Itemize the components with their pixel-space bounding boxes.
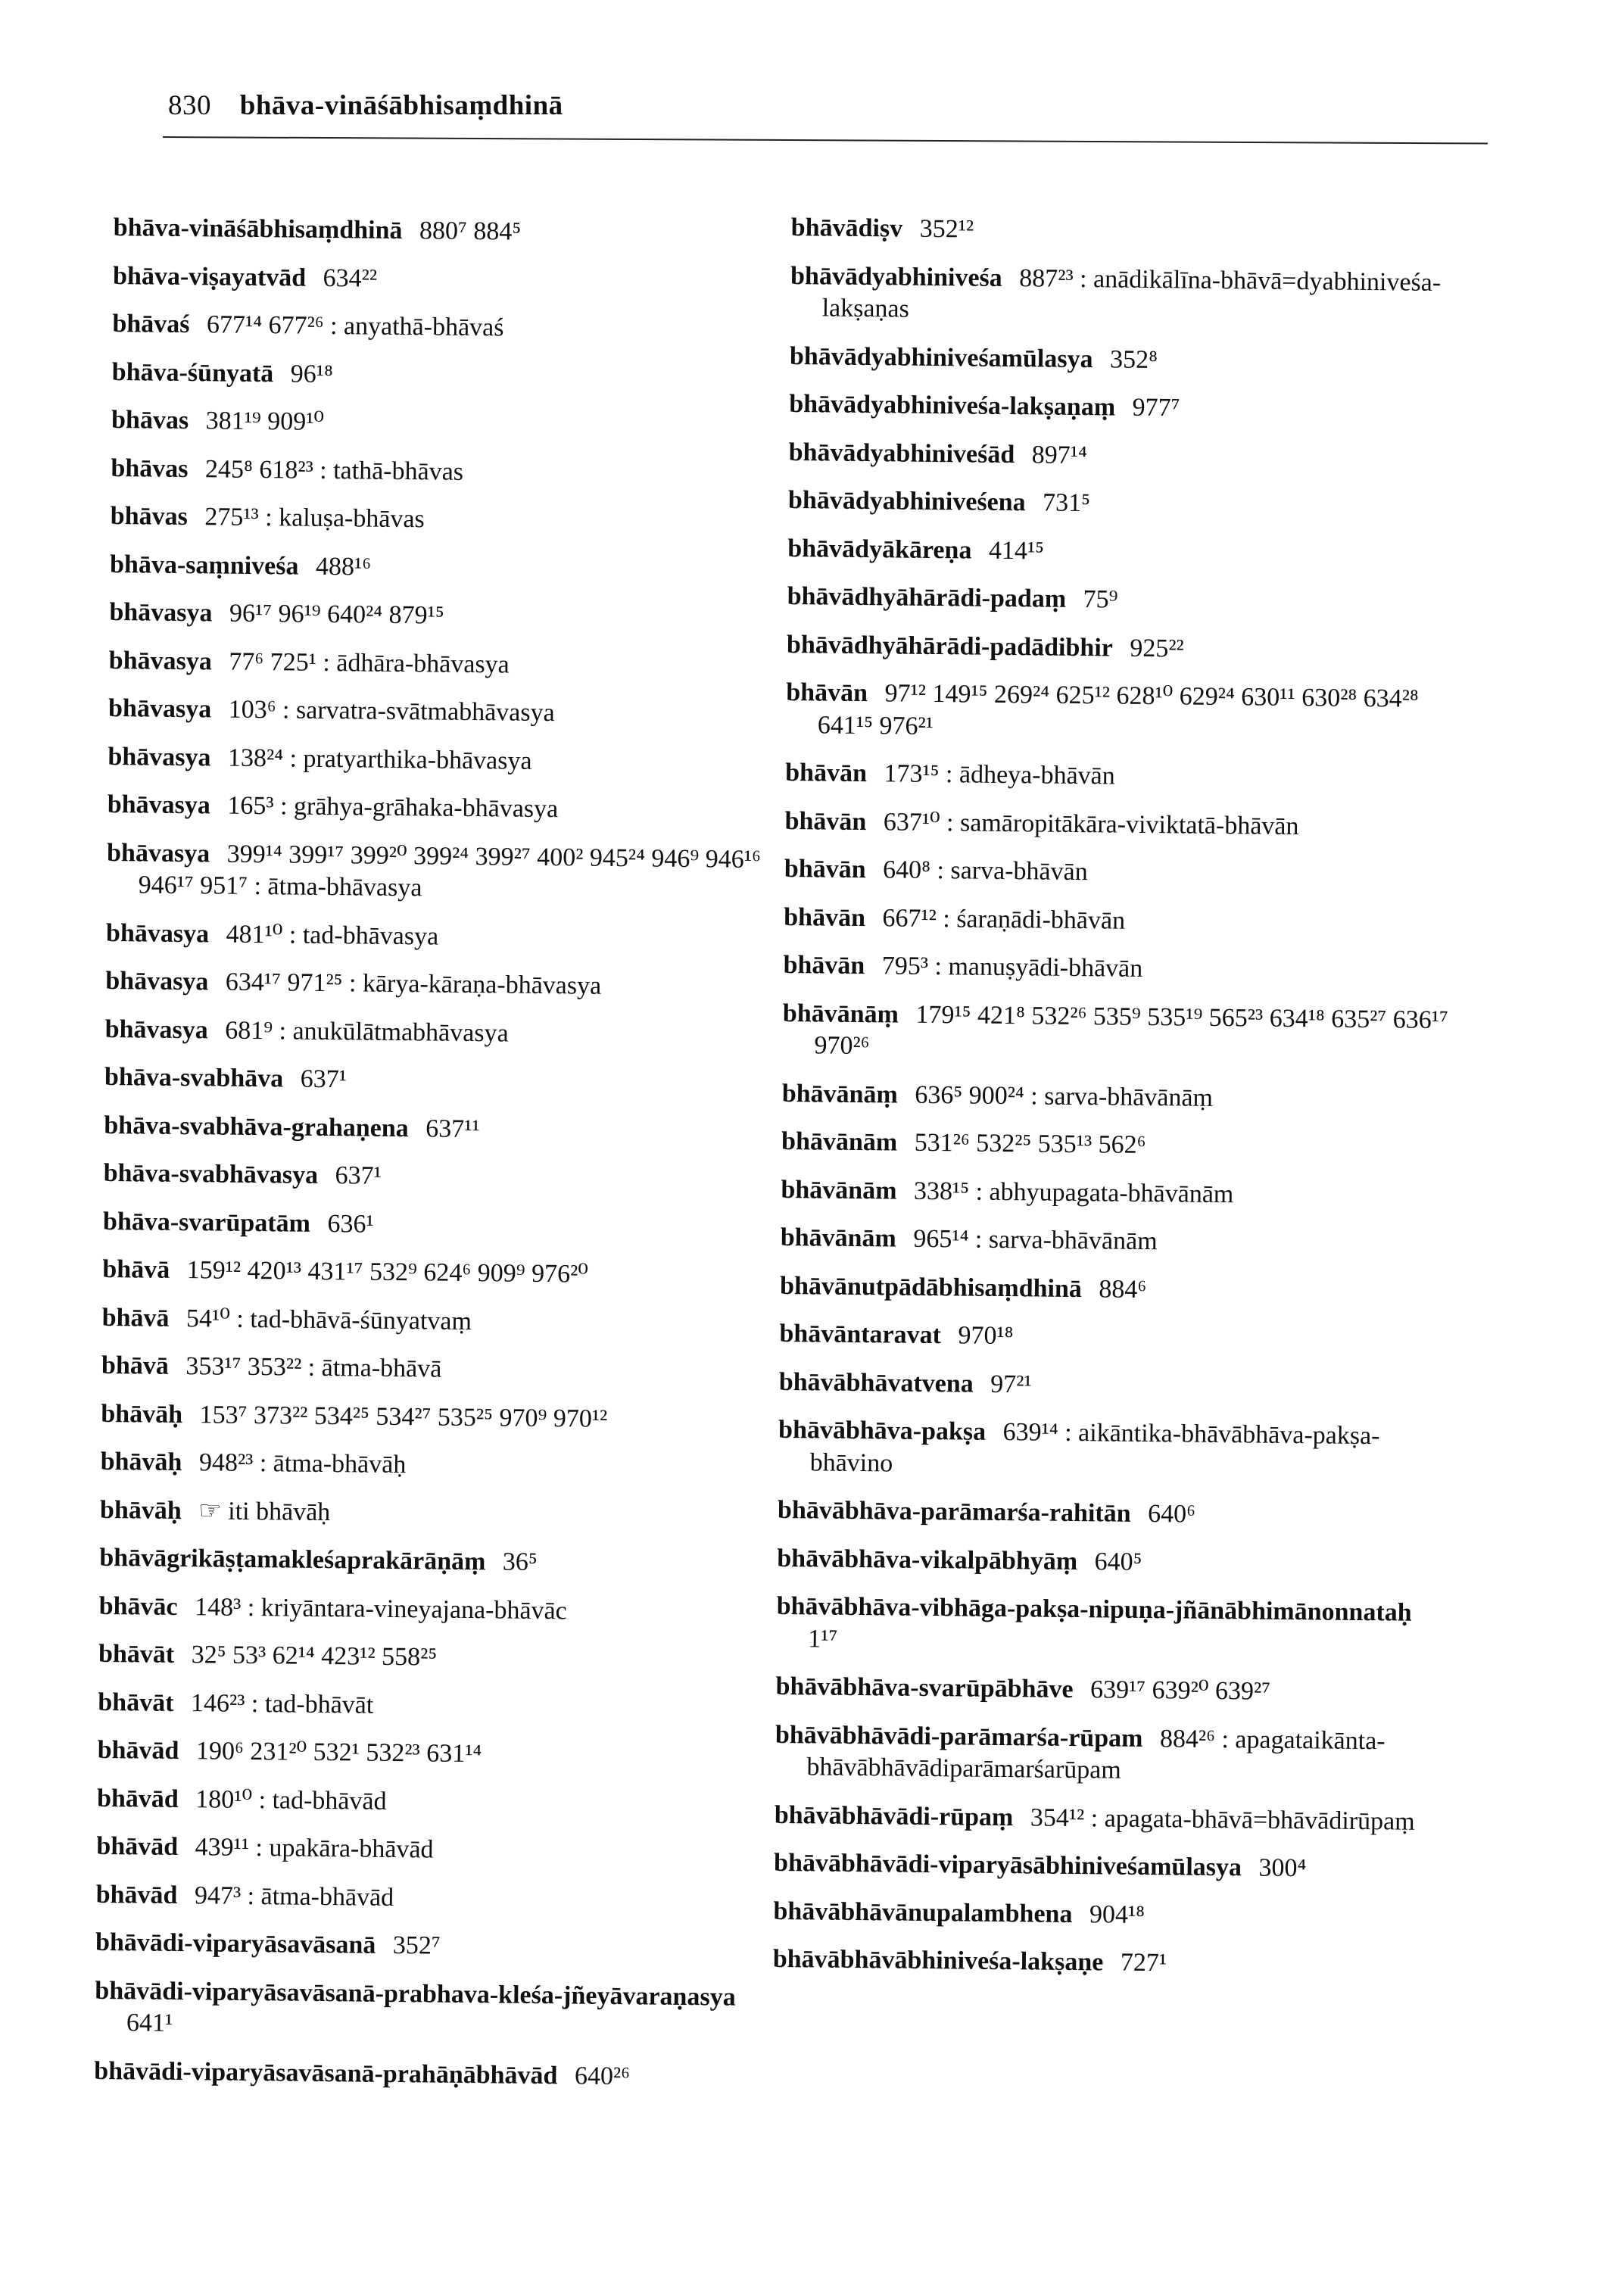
index-headword: bhāvāntaravat <box>779 1319 942 1350</box>
index-references: 897¹⁴ <box>1031 440 1087 469</box>
index-entry <box>97 1735 778 1774</box>
index-headword: bhāvābhāvādi-parāmarśa-rūpam <box>775 1720 1143 1753</box>
index-cross-reference: : manuṣyādi-bhāvān <box>934 952 1143 983</box>
index-headword: bhāvādyabhiniveśamūlasya <box>789 341 1093 373</box>
index-references: 148³ <box>194 1592 242 1622</box>
index-cross-reference: : kaluṣa-bhāvas <box>265 503 425 534</box>
index-entry <box>108 693 790 732</box>
index-headword: bhāvābhāvābhiniveśa-lakṣaṇe <box>772 1944 1104 1977</box>
index-headword: bhāvād <box>95 1880 178 1909</box>
index-entry <box>790 340 1471 379</box>
index-entry <box>105 965 787 1005</box>
index-entry <box>111 404 793 444</box>
index-references: 667¹² <box>882 903 937 933</box>
index-references: 681⁹ <box>225 1016 273 1045</box>
header-rule <box>163 136 1488 145</box>
index-references: 179¹⁵ 421⁸ 532²⁶ 535⁹ 535¹⁹ 565²³ 634¹⁸ 635²⁷ 636¹⁷ 970²⁶ <box>814 1000 1449 1061</box>
index-headword: bhāvasya <box>108 742 211 771</box>
index-references: 637¹ <box>300 1064 348 1094</box>
index-references: 165³ <box>227 791 274 821</box>
index-headword: bhāvasya <box>106 838 210 868</box>
index-references: 731⁵ <box>1042 488 1091 518</box>
index-headword: bhāvāt <box>98 1688 174 1717</box>
index-cross-reference: : kārya-kāraṇa-bhāvasya <box>348 969 602 1000</box>
index-headword: bhāvādyabhiniveśa-lakṣaṇaṃ <box>789 389 1116 422</box>
index-headword: bhāva-viṣayatvād <box>112 261 307 292</box>
index-headword: bhāvasya <box>105 918 210 948</box>
index-references: 948²³ <box>198 1448 254 1478</box>
index-entry <box>791 212 1473 251</box>
index-references: 399¹⁴ 399¹⁷ 399²⁰ 399²⁴ 399²⁷ 400² 945²⁴ 946⁹ 946¹⁶ 946¹⁷ 951⁷ <box>138 840 762 900</box>
index-entry <box>106 837 788 908</box>
index-entry <box>112 308 793 348</box>
index-entry <box>99 1542 781 1582</box>
index-headword: bhāvābhāva-svarūpābhāve <box>775 1672 1074 1704</box>
index-entry <box>786 677 1468 748</box>
index-headword: bhāvābhāva-parāmarśa-rahitān <box>777 1495 1131 1528</box>
index-references: 640⁸ <box>882 856 931 884</box>
index-entry <box>100 1494 781 1533</box>
index-references: 887²³ <box>1019 263 1074 293</box>
index-headword: bhāvasya <box>107 790 211 820</box>
index-headword: bhāvā <box>102 1255 170 1284</box>
index-headword: bhāvādyākāreṇa <box>787 534 972 565</box>
index-cross-reference: : apagataikānta-bhāvābhāvādiparāmarśarūpam <box>806 1725 1386 1784</box>
index-column-left <box>94 212 795 2110</box>
index-entry <box>778 1414 1460 1485</box>
index-references: 138²⁴ <box>227 743 284 772</box>
index-cross-reference: : tathā-bhāvas <box>320 456 464 486</box>
index-references: 354¹² <box>1030 1803 1085 1832</box>
index-cross-reference: : apagata-bhāvā=bhāvādirūpaṃ <box>1090 1803 1415 1836</box>
index-references: 180¹⁰ <box>195 1784 253 1814</box>
index-cross-reference: : aikāntika-bhāvābhāva-pakṣa-bhāvino <box>809 1418 1380 1477</box>
index-references: 636¹ <box>327 1209 374 1239</box>
index-entry <box>110 548 791 588</box>
index-cross-reference: : anyathā-bhāvaś <box>329 312 504 342</box>
index-cross-reference: : upakāra-bhāvād <box>255 1834 434 1864</box>
index-headword: bhāvād <box>97 1735 179 1766</box>
index-entry <box>777 1542 1458 1582</box>
index-headword: bhāvābhāvādi-rūpaṃ <box>774 1800 1014 1831</box>
index-cross-reference: : samāropitākāra-viviktatā-bhāvān <box>946 808 1299 840</box>
index-references: 640⁵ <box>1094 1547 1142 1576</box>
index-headword: bhāvāc <box>98 1591 178 1621</box>
index-cross-reference: : kriyāntara-vineyajana-bhāvāc <box>247 1593 567 1625</box>
index-headword: bhāvānāṃ <box>781 1079 899 1109</box>
index-references: 639¹⁴ <box>1002 1418 1058 1447</box>
index-entry <box>108 740 789 780</box>
index-references: 97²¹ <box>990 1370 1032 1398</box>
index-entry <box>104 1109 785 1149</box>
index-entry <box>782 1077 1463 1117</box>
index-cross-reference: : ādheya-bhāvān <box>945 760 1115 790</box>
index-entry <box>775 1671 1457 1710</box>
index-references: 481¹⁰ <box>226 920 283 949</box>
index-headword: bhāvābhāvatvena <box>778 1367 974 1398</box>
index-headword: bhāva-vināśābhisaṃdhinā <box>113 213 403 245</box>
index-entry <box>103 1205 784 1245</box>
index-cross-reference: : tad-bhāvā-śūnyatvaṃ <box>236 1304 472 1336</box>
index-references: 381¹⁹ 909¹⁰ <box>205 407 325 436</box>
index-cross-reference: : ātma-bhāvāḥ <box>259 1449 407 1479</box>
index-references: 96¹⁸ <box>290 359 334 388</box>
index-references: 637¹⁰ <box>883 807 940 837</box>
index-headword: bhāvānām <box>780 1223 897 1253</box>
index-references: 352⁸ <box>1109 344 1158 374</box>
index-references: 75⁹ <box>1083 585 1118 614</box>
index-headword: bhāvāḥ <box>101 1399 183 1429</box>
index-entry <box>781 1173 1462 1213</box>
index-headword: bhāvas <box>111 405 189 435</box>
index-entry <box>96 1878 778 1918</box>
index-entry <box>103 1158 784 1197</box>
index-entry <box>111 500 792 540</box>
index-entry <box>776 1591 1458 1662</box>
index-entry <box>789 388 1470 428</box>
index-entry <box>778 1495 1459 1534</box>
index-references: 904¹⁸ <box>1089 1900 1146 1929</box>
index-references: 727¹ <box>1120 1948 1167 1978</box>
index-headword: bhāvā <box>101 1303 170 1332</box>
index-cross-reference: : sarva-bhāvānām <box>974 1225 1158 1256</box>
index-headword: bhāvas <box>111 454 189 483</box>
index-headword: bhāvasya <box>104 1015 208 1044</box>
index-entry <box>98 1686 779 1725</box>
index-references: 637¹ <box>335 1161 382 1190</box>
index-references: 439¹¹ <box>195 1833 250 1862</box>
index-headword: bhāvān <box>786 678 868 708</box>
index-entry <box>97 1782 778 1822</box>
index-entry <box>785 757 1467 796</box>
index-entry <box>783 949 1464 989</box>
index-headword: bhāva-svabhāva-grahaṇena <box>104 1111 409 1142</box>
index-headword: bhāva-svarūpatām <box>102 1207 311 1238</box>
index-references: 795³ <box>881 952 929 980</box>
index-headword: bhāvābhāvānupalambhena <box>773 1897 1073 1928</box>
index-headword: bhāvānutpādābhisaṃdhinā <box>779 1271 1083 1303</box>
index-headword: bhāvābhāva-pakṣa <box>778 1415 987 1446</box>
index-entry <box>96 1831 778 1870</box>
index-cross-reference: : sarva-bhāvānāṃ <box>1030 1081 1214 1112</box>
index-headword: bhāvādyabhiniveśa <box>790 261 1002 292</box>
index-headword: bhāvādiṣv <box>790 213 903 243</box>
page-header <box>168 89 563 122</box>
index-entry <box>774 1847 1455 1887</box>
index-headword: bhāvān <box>785 758 868 788</box>
index-cross-reference: : śaraṇādi-bhāvān <box>943 904 1126 935</box>
index-entry <box>790 260 1472 331</box>
index-references: 677¹⁴ 677²⁶ <box>206 310 324 340</box>
index-cross-reference: : tad-bhāvād <box>258 1785 387 1816</box>
index-references: 925²² <box>1130 634 1184 662</box>
index-cross-reference: : anādikālīna-bhāvā=dyabhiniveśa-lakṣaṇas <box>821 264 1442 323</box>
index-headword: bhāvādi-viparyāsavāsanā <box>95 1928 376 1959</box>
index-entry <box>787 628 1468 668</box>
index-entry <box>100 1446 781 1485</box>
index-cross-reference: : ātma-bhāvād <box>247 1881 394 1912</box>
index-cross-reference: : ādhāra-bhāvasya <box>323 648 510 679</box>
index-references: 884⁶ <box>1099 1274 1147 1304</box>
index-entry <box>113 260 794 299</box>
index-cross-reference: : pratyarthika-bhāvasya <box>289 743 532 775</box>
index-entry <box>773 1895 1454 1934</box>
index-headword: bhāvādyabhiniveśena <box>787 485 1026 517</box>
index-headword: bhāvāḥ <box>100 1447 182 1477</box>
index-headword: bhāvābhāvādi-viparyāsābhiniveśamūlasya <box>773 1848 1242 1882</box>
index-entry <box>109 597 790 636</box>
index-references: 947³ <box>194 1881 242 1910</box>
index-headword: bhāvānāṃ <box>782 999 899 1029</box>
index-headword: bhāvāt <box>98 1639 175 1669</box>
index-references: 634²² <box>323 263 378 293</box>
index-headword: bhāvān <box>783 950 865 980</box>
index-entry <box>781 1126 1463 1165</box>
index-cross-reference: : ātma-bhāvā <box>307 1353 442 1383</box>
index-cross-reference: : abhyupagata-bhāvānām <box>975 1177 1234 1208</box>
index-references: 54¹⁰ <box>185 1304 231 1333</box>
index-headword: bhāvād <box>96 1784 179 1813</box>
index-headword: bhāva-svabhāvasya <box>103 1158 319 1189</box>
index-references: 96¹⁷ 96¹⁹ 640²⁴ 879¹⁵ <box>229 599 444 630</box>
index-entry <box>784 853 1466 893</box>
index-references: 352⁷ <box>392 1931 441 1960</box>
index-headword: bhāvādyabhiniveśād <box>788 438 1015 469</box>
page-title: bhāva-vināśābhisaṃdhinā <box>239 90 563 121</box>
index-headword: bhāva-saṃniveśa <box>109 550 299 581</box>
index-cross-reference: : sarva-bhāvān <box>937 856 1088 887</box>
index-headword: bhāvādhyāhārādi-padaṃ <box>787 581 1067 613</box>
index-references: 32⁵ 53³ 62¹⁴ 423¹² 558²⁵ <box>191 1641 438 1672</box>
index-references: 636⁵ 900²⁴ <box>915 1080 1024 1110</box>
index-headword: bhāvas <box>110 501 189 531</box>
index-entry <box>109 644 790 684</box>
index-references: 190⁶ 231²⁰ 532¹ 532²³ 631¹⁴ <box>195 1737 482 1769</box>
index-references: 641¹ <box>126 2009 173 2037</box>
index-references: 965¹⁴ <box>913 1224 969 1254</box>
index-entry <box>788 436 1470 475</box>
index-entry <box>104 1013 786 1052</box>
page-number: 830 <box>168 90 211 121</box>
index-references: 970¹⁸ <box>958 1321 1014 1351</box>
index-headword: bhāvān <box>784 806 867 836</box>
index-cross-reference: : sarvatra-svātmabhāvasya <box>282 696 555 728</box>
index-references: 880⁷ 884⁵ <box>419 217 522 246</box>
index-entry <box>111 452 792 491</box>
index-cross-reference: : anukūlātmabhāvasya <box>279 1016 509 1048</box>
index-headword: bhāvābhāva-vibhāga-pakṣa-nipuṇa-jñānābhimānonnataḥ <box>776 1591 1412 1627</box>
index-headword: bhāvasya <box>108 646 213 675</box>
index-references: 352¹² <box>919 214 974 244</box>
index-references: 634¹⁷ 971²⁵ <box>225 968 343 998</box>
index-entry <box>788 485 1470 524</box>
index-references: 300⁴ <box>1258 1853 1307 1883</box>
index-entry <box>773 1943 1454 1983</box>
index-headword: bhāvādhyāhārādi-padādibhir <box>786 630 1114 662</box>
index-entry <box>787 581 1468 620</box>
index-references: 275¹³ <box>204 503 259 532</box>
index-entry <box>94 2055 775 2094</box>
index-references: 97¹² 149¹⁵ 269²⁴ 625¹² 628¹⁰ 629²⁴ 630¹¹ 630²⁸ 634²⁸ 641¹⁵ 976²¹ <box>817 679 1419 740</box>
index-cross-reference: : tad-bhāvasya <box>288 920 439 951</box>
index-column-right <box>772 212 1473 1999</box>
index-entry <box>104 1061 786 1101</box>
index-headword: bhāvānām <box>781 1127 898 1157</box>
index-headword: bhāvāḥ <box>99 1495 182 1525</box>
index-entry <box>787 532 1469 572</box>
index-entry <box>95 1927 777 1966</box>
index-headword: bhāvān <box>784 854 866 884</box>
index-references: 1¹⁷ <box>808 1624 838 1653</box>
index-headword: bhāvasya <box>108 693 212 724</box>
index-references: 640⁶ <box>1147 1500 1196 1529</box>
index-references: 637¹¹ <box>425 1114 480 1143</box>
index-headword: bhāvān <box>784 902 866 932</box>
index-entry <box>102 1254 784 1293</box>
index-entry <box>775 1719 1457 1790</box>
index-entry <box>114 212 795 251</box>
index-references: 884²⁶ <box>1159 1724 1216 1753</box>
index-headword: bhāvād <box>96 1831 179 1862</box>
index-references: 488¹⁶ <box>315 552 372 581</box>
index-cross-reference: : tad-bhāvāt <box>251 1689 374 1719</box>
index-entry <box>780 1270 1461 1309</box>
index-entry <box>784 901 1465 940</box>
index-entry <box>775 1799 1456 1838</box>
index-entry <box>108 789 789 828</box>
index-headword: bhāvānām <box>781 1175 897 1205</box>
index-entry <box>101 1350 783 1389</box>
index-headword: bhāvaś <box>112 309 190 339</box>
index-headword: bhāvādi-viparyāsavāsanā-prabhava-kleśa-jñeyāvaraṇasya <box>95 1976 736 2012</box>
index-entry <box>779 1318 1460 1357</box>
index-entry <box>784 805 1466 844</box>
index-cross-reference: : ātma-bhāvasya <box>254 871 422 902</box>
index-headword: bhāvasya <box>105 966 209 996</box>
index-references: 77⁶ 725¹ <box>229 647 317 677</box>
index-references: 338¹⁵ <box>913 1177 970 1206</box>
index-references: 353¹⁷ 353²² <box>185 1352 302 1382</box>
index-references: 640²⁶ <box>574 2062 631 2090</box>
index-entry <box>101 1398 782 1437</box>
index-references: 414¹⁵ <box>988 536 1045 566</box>
index-entry <box>101 1301 783 1341</box>
index-headword: bhāva-śūnyatā <box>111 357 274 388</box>
index-entry <box>112 356 793 395</box>
index-headword: bhāva-svabhāva <box>104 1062 284 1093</box>
index-entry <box>98 1590 780 1629</box>
index-references: 977⁷ <box>1132 393 1180 422</box>
index-headword: bhāvādi-viparyāsavāsanā-prahāṇābhāvād <box>94 2056 558 2090</box>
index-headword: bhāvābhāva-vikalpābhyāṃ <box>777 1544 1078 1576</box>
index-references: 173¹⁵ <box>884 759 940 789</box>
index-references: 103⁶ <box>228 695 276 725</box>
index-headword: bhāvā <box>101 1351 170 1380</box>
index-headword: bhāvāgrikāṣṭamakleśaprakārāṇāṃ <box>99 1543 486 1576</box>
index-references: ☞ <box>198 1496 222 1526</box>
index-references: 36⁵ <box>502 1548 538 1576</box>
index-entry <box>95 1975 777 2046</box>
index-references: 531²⁶ 532²⁵ 535¹³ 562⁶ <box>914 1128 1146 1159</box>
index-headword: bhāvasya <box>109 597 213 628</box>
index-cross-reference: iti bhāvāḥ <box>228 1497 331 1526</box>
index-references: 245⁸ 618²³ <box>204 454 313 485</box>
index-cross-reference: : grāhya-grāhaka-bhāvasya <box>279 792 559 824</box>
index-references: 639¹⁷ 639²⁰ 639²⁷ <box>1089 1675 1271 1706</box>
index-references: 146²³ <box>190 1688 245 1718</box>
index-entry <box>782 997 1464 1068</box>
index-entry <box>106 917 787 956</box>
index-entry <box>98 1638 780 1678</box>
index-references: 153⁷ 373²² 534²⁵ 534²⁷ 535²⁵ 970⁹ 970¹² <box>199 1400 608 1433</box>
index-entry <box>781 1222 1462 1261</box>
index-references: 159¹² 420¹³ 431¹⁷ 532⁹ 624⁶ 909⁹ 976²⁰ <box>186 1256 589 1289</box>
index-entry <box>779 1366 1460 1405</box>
